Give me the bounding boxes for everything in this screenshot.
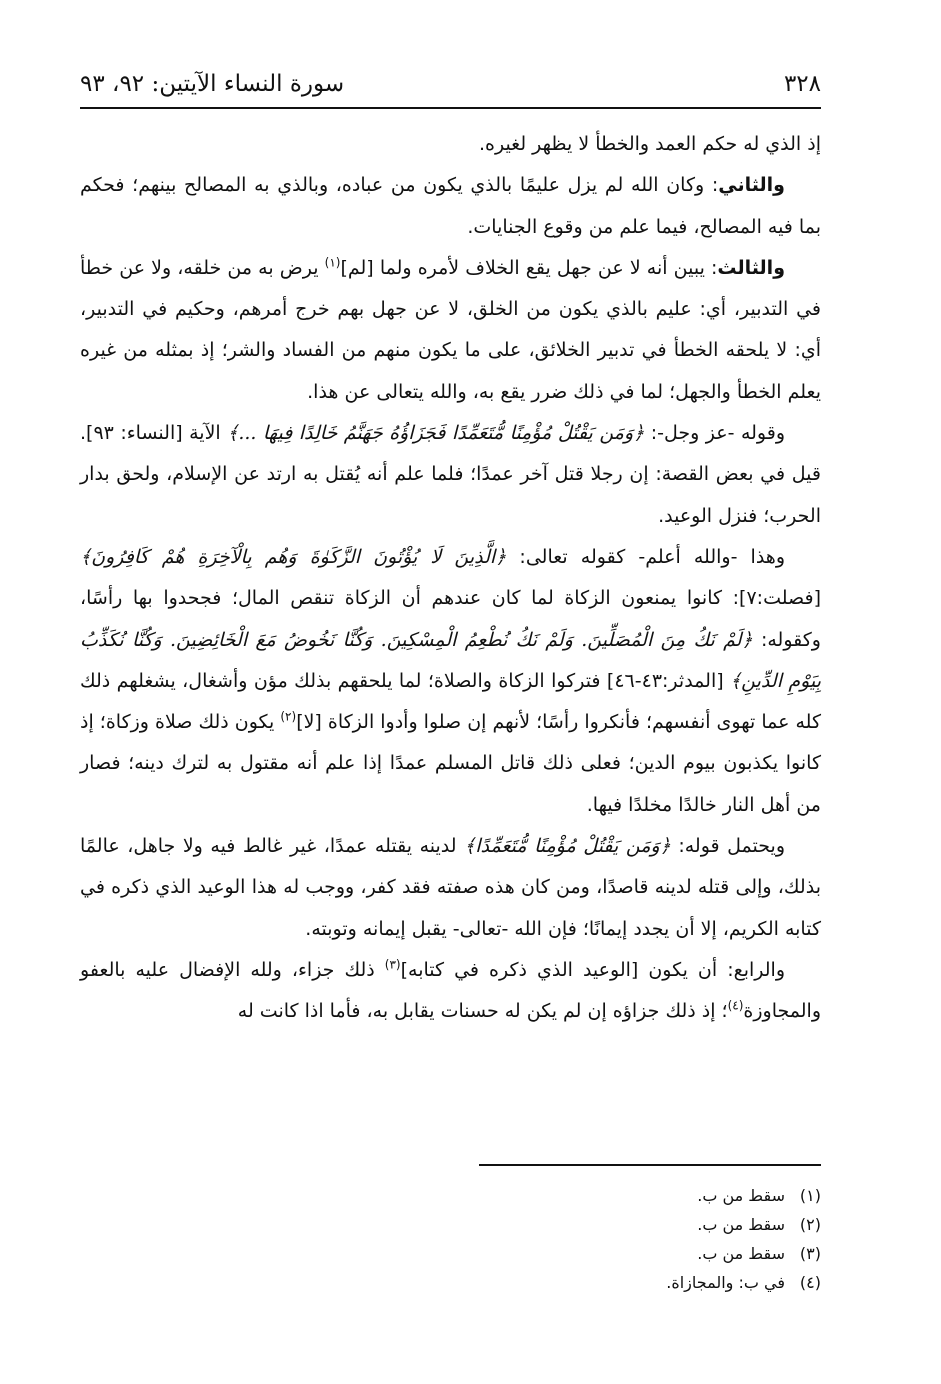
quran-verse: ﴿لَمْ نَكُ مِنَ الْمُصَلِّينَ. وَلَمْ نَكُ نُطْعِمُ الْمِسْكِينَ. وَكُنَّا نَخُوضُ مَعَ الْخَائِضِينَ. وَكُنَّا نُكَذِّبُ بِيَوْمِ الدِّينِ﴾	[80, 628, 821, 692]
paragraph-3: والثالث: يبين أنه لا عن جهل يقع الخلاف لأمره ولما [لم]$^{(١)}$ يرض به من خلقه، ولا عن خطأ في التدبير، أي: عليم بالذي يكون من الخلق، لا عن جهل بهم خرج أمرهم، وحكيم في التدبير، أي: لا يلحقه الخطأ في تدبير الخلائق، على ما يكون منهم من الفساد والشر؛ إذ بمثله من غيره يعلم الخطأ والجهل؛ لما في ذلك ضرر يقع به، والله يتعالى عن هذا.	[80, 255, 821, 403]
footnote-text: سقط من ب.	[697, 1244, 785, 1263]
footnote-divider	[479, 1164, 821, 1166]
footnote-number: (٣)	[799, 1244, 821, 1263]
paragraph-5: وهذا -والله أعلم- كقوله تعالى: ﴿الَّذِينَ لَا يُؤْتُونَ الزَّكَوٰةَ وَهُم بِالْآخِرَةِ هُمْ كَافِرُونَ﴾ [فصلت:٧]: كانوا يمنعون الزكاة لما كان عندهم أن الزكاة تنقص المال؛ فجحدوا بها رأسًا، وكقوله: ﴿لَمْ نَكُ مِنَ الْمُصَلِّينَ. وَلَمْ نَكُ نُطْعِمُ الْمِسْكِينَ. وَكُنَّا نَخُوضُ مَعَ الْخَائِضِينَ. وَكُنَّا نُكَذِّبُ بِيَوْمِ الدِّينِ﴾ [المدثر:٤٣-٤٦] فتركوا الزكاة والصلاة؛ لما يلحقهم بذلك مؤن وأشغال، يشغلهم ذلك كله عما تهوى أنفسهم؛ فأنكروا رأسًا؛ لأنهم إن صلوا وأدوا الزكاة [لا]$^{(٢)}$ يكون ذلك صلاة وزكاة؛ إذ كانوا يكذبون بيوم الدين؛ فعلى ذلك قاتل المسلم عمدًا إذا علم أنه مقتول به لترك دينه؛ فصار من أهل النار خالدًا مخلدًا فيها.	[80, 545, 821, 816]
footnote-number: (١)	[799, 1186, 821, 1205]
paragraph-7: والرابع: أن يكون [الوعيد الذي ذكره في كتابه]$^{(٣)}$ ذلك جزاء، ولله الإفضال عليه بالعفو والمجاوزة$^{(٤)}$؛ إذ ذلك جزاؤه إن لم يكن له حسنات يقابل به، فأما اذا كانت له	[80, 957, 821, 1023]
quran-verse: ﴿وَمَن يَقْتُلْ مُؤْمِنًا مُّتَعَمِّدًا﴾	[464, 835, 671, 858]
footnote-ref-1: (١)	[324, 255, 341, 270]
footnote-text: في ب: والمجازاة.	[666, 1273, 785, 1292]
paragraph-1: إذ الذي له حكم العمد والخطأ لا يظهر لغيره.	[478, 133, 821, 155]
footnotes	[80, 1181, 821, 1297]
page-number: ٣٢٨	[783, 71, 821, 97]
footnote-text: سقط من ب.	[697, 1186, 785, 1205]
paragraph-4: وقوله -عز وجل-: ﴿وَمَن يَقْتُلْ مُؤْمِنًا مُّتَعَمِّدًا فَجَزَاؤُهُ جَهَنَّمُ خَالِدًا فِيهَا ...﴾ الآية [النساء: ٩٣]. قيل في بعض القصة: إن رجلا قتل آخر عمدًا؛ فلما علم أنه يُقتل به ارتد عن الإسلام، ولحق بدار الحرب؛ فنزل الوعيد.	[80, 422, 821, 527]
main-text	[80, 124, 821, 1033]
paragraph-2: والثاني: وكان الله لم يزل عليمًا بالذي يكون من عباده، وبالذي به المصالح بينهم؛ فحكم بما فيه المصالح، فيما علم من وقوع الجنايات.	[80, 174, 821, 238]
footnote-ref-2: (٢)	[280, 709, 297, 724]
footnote-text: سقط من ب.	[697, 1215, 785, 1234]
paragraph-6: ويحتمل قوله: ﴿وَمَن يَقْتُلْ مُؤْمِنًا مُّتَعَمِّدًا﴾ لدينه يقتله عمدًا، غير غالط فيه ولا جاهل، عالمًا بذلك، وإلى قتله لدينه قاصدًا، ومن كان هذه صفته فقد كفر، ووجب له هذا الوعيد الذي ذكره في كتابه الكريم، إلا أن يجدد إيمانًا؛ فإن الله -تعالى- يقبل إيمانه وتوبته.	[80, 835, 821, 940]
footnote-number: (٤)	[799, 1273, 821, 1292]
footnote	[80, 1181, 821, 1210]
footnote-ref-4: (٤)	[727, 998, 744, 1013]
quran-verse: ﴿وَمَن يَقْتُلْ مُؤْمِنًا مُّتَعَمِّدًا فَجَزَاؤُهُ جَهَنَّمُ خَالِدًا فِيهَا ...﴾	[227, 422, 645, 445]
footnote	[80, 1239, 821, 1268]
footnote	[80, 1210, 821, 1239]
page-header	[80, 58, 821, 100]
header-divider	[80, 107, 821, 109]
point-label-second: والثاني	[718, 174, 785, 197]
footnote-number: (٢)	[799, 1215, 821, 1234]
quran-verse: ﴿الَّذِينَ لَا يُؤْتُونَ الزَّكَوٰةَ وَهُم بِالْآخِرَةِ هُمْ كَافِرُونَ﴾	[80, 545, 507, 568]
running-title: سورة النساء الآيتين: ٩٢، ٩٣	[80, 71, 345, 97]
footnote	[80, 1268, 821, 1297]
point-label-third: والثالث	[717, 256, 786, 279]
footnote-ref-3: (٣)	[384, 957, 401, 972]
